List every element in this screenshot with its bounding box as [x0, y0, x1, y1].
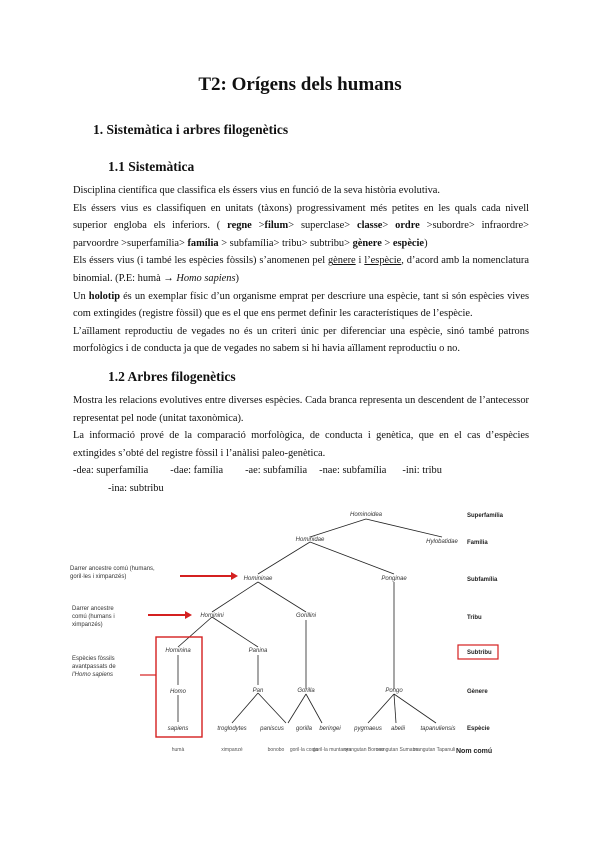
text: > — [251, 220, 265, 232]
suffix: -dea: superfamília — [73, 465, 149, 477]
term: ordre — [395, 220, 420, 232]
text: > superclase> — [288, 220, 357, 232]
paragraph — [73, 288, 529, 323]
annotation-ancestor-2: Darrer ancestre comú (humans i ximpanzés) — [72, 606, 115, 628]
suffix: -ini: tribu — [402, 465, 442, 477]
text: ) — [424, 237, 428, 249]
term: gènere — [352, 237, 382, 249]
text: és un exemplar físic d’un organisme emprat per descriure una espècie, tant si són espècies vives com extingides (registre fòssil) que es el que ens permet definir les característiques de l’espècie. — [73, 290, 530, 320]
term: família — [187, 237, 219, 249]
species-gorilla: gorilla — [295, 726, 313, 732]
text: La informació prové de la comparació morfològica, de conducta i genètica, que en el cas d’espècies extingides s’obté del registre fòssil i l’anàlisi paleo-genètica. — [73, 430, 529, 459]
species-tapanuliensis: tapanuliensis — [420, 726, 456, 732]
common-name-orangutan-tapanuli: orangutan Tapanuli — [412, 747, 456, 753]
text: L’aïllament reproductiu de vegades no és un criteri únic per diferenciar una espècie, sinó també patrons morfològics i de conducta ja que de vegades no sabem si hi havia aïllament reproductiu o no. — [73, 325, 529, 355]
subsection-arbres: 1.2 Arbres filogenètics — [108, 369, 236, 384]
node-hominina: Hominina — [165, 648, 191, 654]
rank-nom-comu: Nom comú — [456, 748, 493, 755]
common-name-gorilla-costa: goril·la costa — [289, 747, 319, 753]
suffix: -ae: subfamília — [245, 465, 308, 477]
node-homo: Homo — [169, 689, 187, 695]
text: ) — [235, 272, 239, 284]
subsection-sistematica: 1.1 Sistemàtica — [108, 159, 195, 174]
species-beringei: beringei — [319, 726, 341, 732]
paragraph — [73, 252, 529, 287]
text: Disciplina científica que classifica els éssers vius en funció de la seva història evolutiva. — [73, 185, 441, 196]
sistematica-body — [73, 182, 529, 358]
paragraph — [73, 392, 529, 427]
common-names-split — [290, 747, 455, 753]
node-panina: Panina — [248, 648, 268, 654]
paragraph — [73, 427, 529, 462]
species-sapiens: sapiens — [167, 726, 189, 732]
rank-familia: Família — [467, 540, 488, 546]
arbres-body — [73, 392, 529, 498]
phylogenetic-tree — [60, 497, 530, 767]
term: holotip — [88, 290, 120, 302]
suffix-list — [73, 462, 529, 480]
annotation-ancestor-1: Darrer ancestre comú (humans, goril·les i ximpanzés) — [70, 566, 155, 580]
common-name-orangutan-borneo: orangutan Borneo — [343, 747, 385, 753]
paragraph — [73, 323, 529, 358]
suffix: -dae: família — [170, 465, 224, 477]
rank-superfamilia: Superfamília — [467, 513, 504, 519]
text: i — [355, 255, 365, 267]
paragraph — [73, 182, 529, 200]
rank-tribu: Tribu — [467, 615, 482, 621]
node-hominini: Hominini — [200, 613, 224, 619]
page-title: T2: Orígens dels humans — [198, 74, 402, 95]
species-abelii: abelii — [390, 726, 406, 732]
node-hylobatidae: Hylobatidae — [426, 539, 458, 545]
node-hominidae: Hominidae — [295, 537, 325, 543]
term: gènere — [327, 255, 356, 267]
common-name: ximpanzé — [221, 747, 243, 753]
term: regne — [227, 220, 252, 232]
text: > subfamília> tribu> subtribu> — [218, 237, 353, 249]
common-name-orangutan-sumatra: orangutan Sumatra — [375, 747, 419, 753]
term: classe — [356, 220, 383, 232]
annotation-arrows — [148, 572, 238, 619]
text: Els éssers vius (i també les espècies fòssils) s’anomenen pel — [73, 255, 328, 267]
annotation-fossils: Espècies fòssils avantpassats de l’Homo sapiens — [72, 656, 116, 678]
suffix-list-2 — [73, 480, 529, 498]
rank-especie: Espècie — [467, 726, 490, 732]
species-paniscus: paniscus — [260, 726, 284, 732]
node-homininae: Homininae — [243, 576, 273, 582]
text: Mostra les relacions evolutives entre diverses espècies. Cada branca representa un descendent de l’antecessor representat pel node (unitat taxonòmica). — [73, 395, 529, 424]
term: filum — [264, 220, 289, 232]
text: > — [382, 220, 396, 232]
text: Un — [73, 290, 89, 302]
text: >subordre> infraordre> parvoordre >superfamília> — [73, 220, 529, 249]
text: > — [381, 237, 393, 249]
node-pan: Pan — [252, 688, 264, 694]
suffix: -ina: subtribu — [108, 482, 164, 494]
text: , d’acord amb la nomenclatura binomial. (P.E: humà → — [73, 255, 529, 284]
rank-genere: Gènere — [467, 689, 488, 695]
rank-subtribu: Subtribu — [467, 650, 492, 656]
common-name: bonobo — [267, 747, 285, 753]
text: Els éssers vius es classifiquen en unitats (tàxons) progressivament més petites en les quals cada nivell superior engloba els inferiors. ( — [73, 202, 529, 232]
section-heading: 1. Sistemàtica i arbres filogenètics — [93, 122, 289, 137]
node-gorillini: Gorillini — [295, 613, 317, 619]
node-gorilla: Gorilla — [297, 688, 315, 694]
common-name-gorilla-muntanya: goril·la muntanya — [312, 747, 352, 753]
node-ponginae: Ponginae — [381, 576, 407, 582]
term: espècie — [392, 237, 425, 249]
term: l’espècie — [364, 255, 402, 267]
common-name: humà — [171, 747, 185, 753]
rank-subfamilia: Subfamília — [467, 577, 498, 583]
species-name: Homo sapiens — [176, 272, 236, 284]
species-pygmaeus: pygmaeus — [354, 726, 382, 732]
node-hominoidea: Hominoidea — [349, 512, 383, 518]
species-troglodytes: troglodytes — [217, 726, 247, 732]
node-pongo: Pongo — [385, 688, 403, 694]
suffix: -nae: subfamília — [319, 465, 387, 477]
paragraph — [73, 200, 529, 253]
